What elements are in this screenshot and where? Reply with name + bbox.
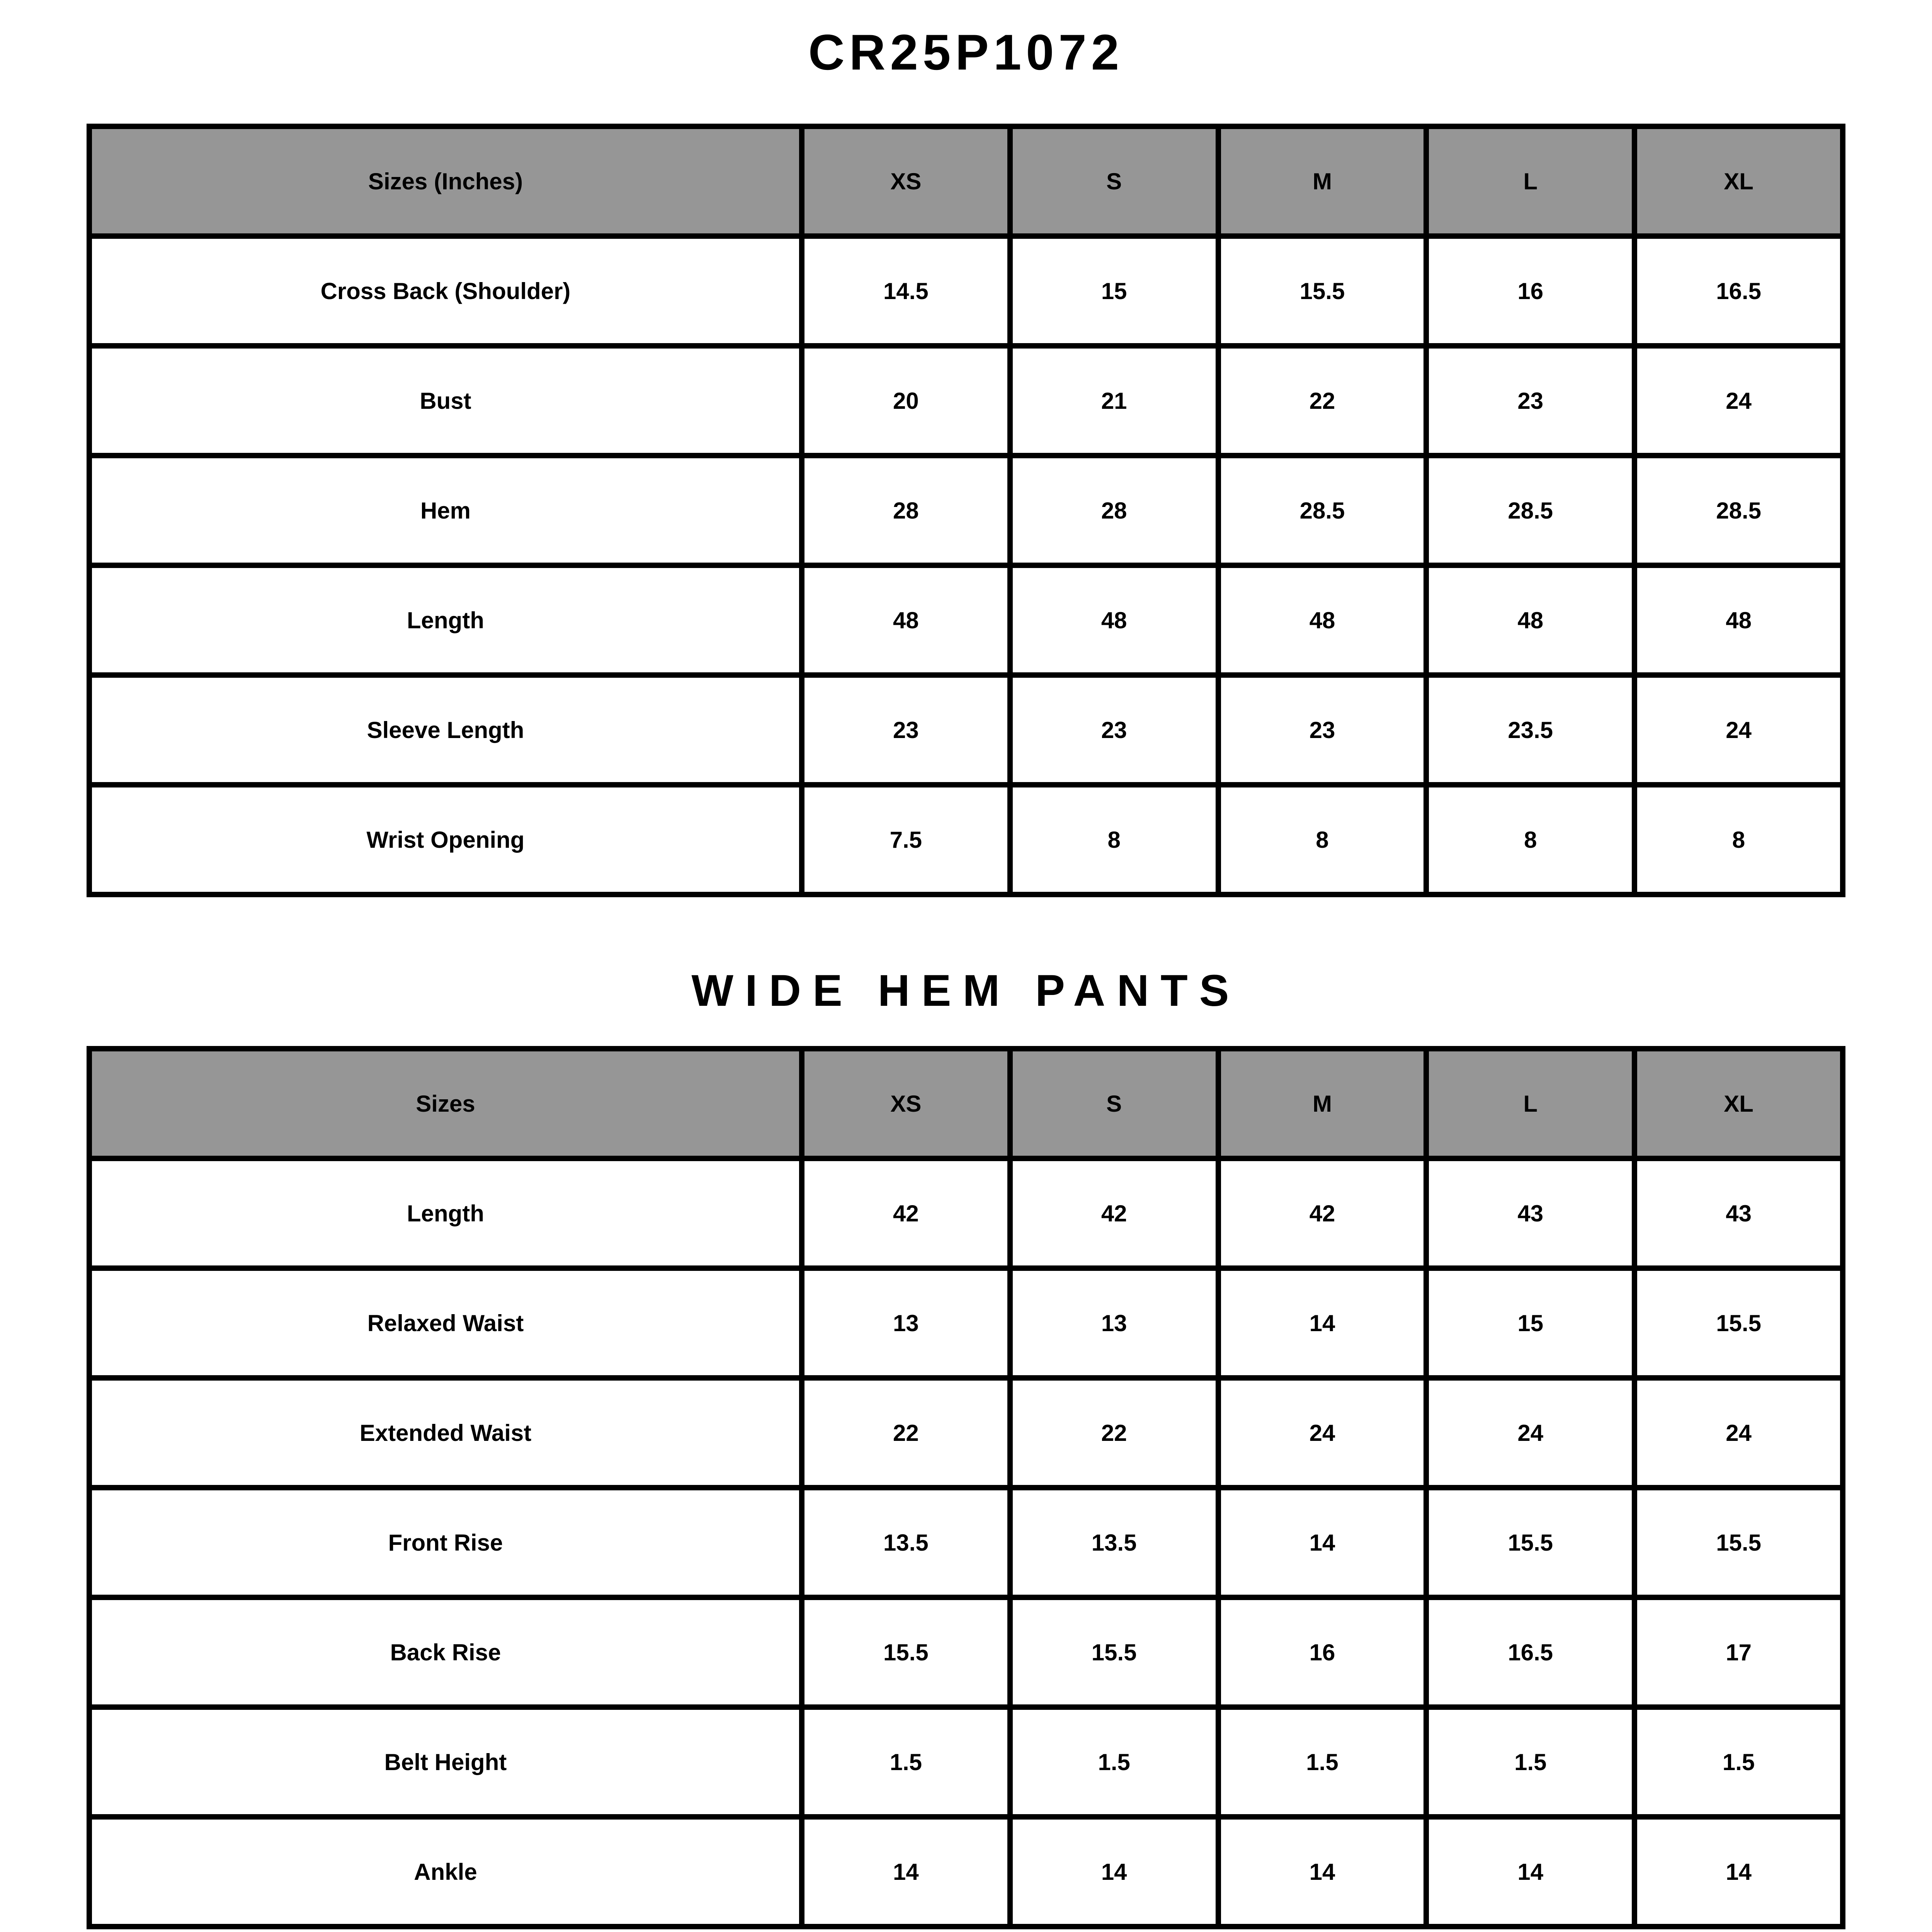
- size-value: 14: [802, 1817, 1010, 1927]
- size-value: 16.5: [1426, 1597, 1634, 1707]
- header-row: [89, 126, 1843, 236]
- size-value: 24: [1426, 1378, 1634, 1488]
- size-value: 8: [1010, 785, 1218, 895]
- size-value: 23.5: [1426, 675, 1634, 785]
- size-value: 8: [1426, 785, 1634, 895]
- size-value: 24: [1634, 1378, 1843, 1488]
- size-column-header: XL: [1634, 126, 1843, 236]
- size-value: 22: [1010, 1378, 1218, 1488]
- sizes-column-header: Sizes (Inches): [89, 126, 802, 236]
- size-value: 14.5: [802, 236, 1010, 346]
- table-body: [89, 236, 1843, 895]
- table-header: [89, 126, 1843, 236]
- size-value: 43: [1634, 1158, 1843, 1268]
- size-value: 1.5: [1010, 1707, 1218, 1817]
- size-value: 48: [1634, 565, 1843, 675]
- size-table-wide-hem-pants: [87, 1046, 1845, 1929]
- size-value: 15.5: [1218, 236, 1427, 346]
- size-column-header: S: [1010, 126, 1218, 236]
- table-body: [89, 1158, 1843, 1927]
- size-value: 42: [802, 1158, 1010, 1268]
- table-row: [89, 346, 1843, 456]
- size-value: 15.5: [1634, 1488, 1843, 1597]
- row-label: Belt Height: [89, 1707, 802, 1817]
- size-value: 20: [802, 346, 1010, 456]
- row-label: Cross Back (Shoulder): [89, 236, 802, 346]
- size-value: 23: [1218, 675, 1427, 785]
- size-chart-page: [0, 24, 1932, 1932]
- size-value: 28: [802, 456, 1010, 565]
- size-value: 8: [1218, 785, 1427, 895]
- row-label: Length: [89, 1158, 802, 1268]
- row-label: Extended Waist: [89, 1378, 802, 1488]
- row-label: Relaxed Waist: [89, 1268, 802, 1378]
- size-column-header: M: [1218, 1049, 1427, 1158]
- size-value: 23: [1010, 675, 1218, 785]
- header-row: [89, 1049, 1843, 1158]
- size-value: 14: [1218, 1817, 1427, 1927]
- size-value: 22: [1218, 346, 1427, 456]
- table-row: [89, 1378, 1843, 1488]
- table-row: [89, 785, 1843, 895]
- size-value: 24: [1634, 346, 1843, 456]
- table-row: [89, 1268, 1843, 1378]
- pants-section-title: WIDE HEM PANTS: [691, 966, 1241, 1015]
- size-value: 17: [1634, 1597, 1843, 1707]
- size-column-header: S: [1010, 1049, 1218, 1158]
- table-row: [89, 1597, 1843, 1707]
- sizes-column-header: Sizes: [89, 1049, 802, 1158]
- table-row: [89, 565, 1843, 675]
- row-label: Bust: [89, 346, 802, 456]
- size-value: 24: [1218, 1378, 1427, 1488]
- size-value: 43: [1426, 1158, 1634, 1268]
- table-row: [89, 236, 1843, 346]
- table-row: [89, 1158, 1843, 1268]
- size-value: 42: [1010, 1158, 1218, 1268]
- table-row: [89, 1488, 1843, 1597]
- size-value: 15: [1426, 1268, 1634, 1378]
- row-label: Ankle: [89, 1817, 802, 1927]
- size-value: 13: [802, 1268, 1010, 1378]
- size-value: 1.5: [1634, 1707, 1843, 1817]
- size-value: 1.5: [1218, 1707, 1427, 1817]
- size-value: 23: [802, 675, 1010, 785]
- row-label: Hem: [89, 456, 802, 565]
- table-header: [89, 1049, 1843, 1158]
- size-value: 16: [1426, 236, 1634, 346]
- table-row: [89, 1707, 1843, 1817]
- size-column-header: L: [1426, 126, 1634, 236]
- size-value: 48: [1218, 565, 1427, 675]
- size-column-header: XS: [802, 126, 1010, 236]
- size-value: 1.5: [802, 1707, 1010, 1817]
- size-value: 13.5: [1010, 1488, 1218, 1597]
- size-value: 16: [1218, 1597, 1427, 1707]
- size-value: 28.5: [1426, 456, 1634, 565]
- size-value: 15.5: [1634, 1268, 1843, 1378]
- size-column-header: M: [1218, 126, 1427, 236]
- row-label: Front Rise: [89, 1488, 802, 1597]
- size-value: 13.5: [802, 1488, 1010, 1597]
- size-value: 14: [1426, 1817, 1634, 1927]
- size-value: 48: [1426, 565, 1634, 675]
- size-value: 22: [802, 1378, 1010, 1488]
- size-table-top-garment: [87, 124, 1845, 897]
- size-value: 14: [1634, 1817, 1843, 1927]
- row-label: Wrist Opening: [89, 785, 802, 895]
- size-value: 14: [1010, 1817, 1218, 1927]
- table-row: [89, 1817, 1843, 1927]
- size-value: 15.5: [1010, 1597, 1218, 1707]
- size-value: 15.5: [802, 1597, 1010, 1707]
- size-column-header: L: [1426, 1049, 1634, 1158]
- size-value: 14: [1218, 1268, 1427, 1378]
- table-row: [89, 675, 1843, 785]
- row-label: Sleeve Length: [89, 675, 802, 785]
- size-value: 13: [1010, 1268, 1218, 1378]
- row-label: Back Rise: [89, 1597, 802, 1707]
- size-value: 42: [1218, 1158, 1427, 1268]
- size-column-header: XL: [1634, 1049, 1843, 1158]
- size-value: 15.5: [1426, 1488, 1634, 1597]
- size-value: 48: [1010, 565, 1218, 675]
- table-row: [89, 456, 1843, 565]
- row-label: Length: [89, 565, 802, 675]
- size-value: 24: [1634, 675, 1843, 785]
- size-value: 15: [1010, 236, 1218, 346]
- size-value: 23: [1426, 346, 1634, 456]
- size-value: 28.5: [1634, 456, 1843, 565]
- size-value: 8: [1634, 785, 1843, 895]
- size-value: 7.5: [802, 785, 1010, 895]
- size-value: 21: [1010, 346, 1218, 456]
- size-value: 14: [1218, 1488, 1427, 1597]
- size-value: 28: [1010, 456, 1218, 565]
- size-value: 16.5: [1634, 236, 1843, 346]
- page-title: CR25P1072: [808, 24, 1124, 80]
- size-value: 48: [802, 565, 1010, 675]
- size-value: 1.5: [1426, 1707, 1634, 1817]
- size-column-header: XS: [802, 1049, 1010, 1158]
- size-value: 28.5: [1218, 456, 1427, 565]
